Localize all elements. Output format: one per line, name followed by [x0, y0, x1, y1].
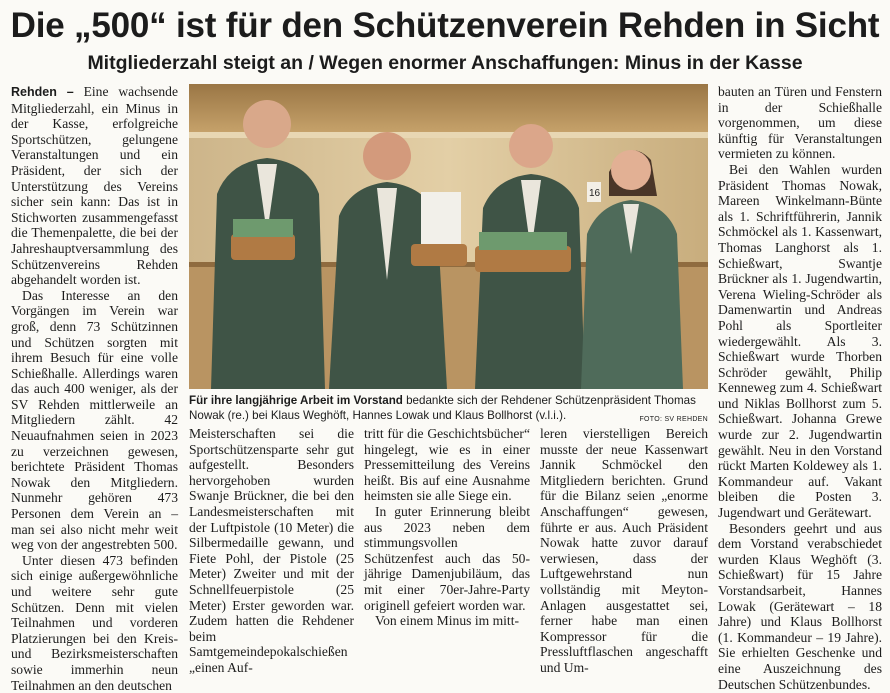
article-column-3 [364, 426, 530, 656]
subheadline: Mitgliederzahl steigt an / Wegen enormer Anschaffungen: Minus in der Kasse [87, 52, 803, 74]
article-paragraph: Von einem Minus im mitt- [375, 613, 519, 629]
article-paragraph: Rehden – Eine wachsende Mitgliederzahl, ein Minus in der Kasse, erfolgreiche Sportschützen, gelungene Veranstaltungen und ein Präsident, der sich der Unterstützung des Vereins sicher sein kann: Das ist in Stichworten zusammengefasst die Themenpalette, die bei der Jahreshauptversammlung des Schützenvereins Rehden abgehandelt worden ist. [11, 84, 178, 288]
article-paragraph: In guter Erinnerung bleibt aus 2023 neben dem stimmungsvollen Schützenfest auch das 50-jährige Damenjubiläum, das mit einer 70er-Jahre-Party originell gefeiert worden war. [364, 503, 530, 613]
caption-bold: Für ihre langjährige Arbeit im Vorstand [189, 394, 403, 407]
article-paragraph: Unter diesen 473 befinden sich einige außergewöhnliche und weitere sehr gute Schützen. Denn mit vielen Teilnahmen und vorderen Platzierungen bei den Kreis- und Bezirksmeisterschaften sowie immerhin neun Teilnahmen an den deutschen [11, 552, 178, 693]
article-paragraph: leren vierstelligen Bereich musste der neue Kassenwart Jannik Schmöckel den Mitgliedern berichten. Grund für die Bilanz seien „enorme Anschaffungen“ gewesen, führte er aus. Auch Präsident Nowak hatte zuvor darauf verwiesen, dass der Luftgewehrstand nun vollständig mit Meyton-Anlagen ausgestattet sei, ferner habe man einen Kompressor für die Pressluftflaschen angeschafft und Um- [540, 426, 708, 675]
article-paragraph: bauten an Türen und Fenstern in der Schießhalle vorgenommen, um diese künftig für Veranstaltungen vermieten zu können. [718, 84, 882, 162]
photo-illustration [189, 84, 708, 389]
article-paragraph: Bei den Wahlen wurden Präsident Thomas Nowak, Mareen Winkelmann-Bünte als 1. Schriftführerin, Jannik Schmöckel als 1. Kassenwart, Thomas Langhorst als 1. Schießwart, Swantje Brückner als 1. Jugendwartin, Verena Wieling-Schröder als Damenwartin und Andreas Pohl als Sportleiter wiedergewählt. Als 3. Schießwart wurde Thorben Schröder gewählt, Philip Kenneweg zum 4. Schießwart und Niklas Bollhorst zum 5. Schießwart. Johanna Grewe wurde zur 2. Jugendwartin gewählt. Neu in den Vorstand rückt Marten Koldewey als 1. Kommandeur auf. Vakant bleiben die Posten 3. Jugendwart und Gerätewart. [718, 161, 882, 521]
article-paragraph: Besonders geehrt und aus dem Vorstand verabschiedet wurden Klaus Weghöft (3. Schießwart) für 15 Jahre Vorstandsarbeit, Hannes Lowak (Gerätewart – 18 Jahre) und Klaus Bollhorst (1. Kommandeur – 19 Jahre). Sie erhielten Geschenke und eine Auszeichnung des Deutschen Schützenbundes. [718, 520, 882, 692]
headline: Die „500“ ist für den Schützenverein Rehden in Sicht [10, 6, 880, 45]
photo-caption [189, 394, 708, 427]
photo-board-number: 16 [589, 188, 601, 199]
dateline: Rehden – [11, 85, 74, 99]
article-column-1 [11, 84, 178, 693]
article-paragraph: tritt für die Geschichtsbücher“ hingelegt, wie es in einer Pressemitteilung des Vereins heißt. Bis auf eine Ausnahme heimsten sie alle Siege ein. [364, 426, 530, 504]
photo-credit: FOTO: SV REHDEN [639, 415, 708, 423]
article-column-4 [540, 426, 708, 675]
article-paragraph: Das Interesse an den Vorgängen im Verein war groß, denn 73 Schützinnen und Schützen sorgten mit ihrem Besuch für eine volle Schießhalle. Allerdings waren das auch 400 weniger, als der SV Rehden mittlerweile an Mitgliedern zählt. 42 Neuaufnahmen seien in 2023 zu verzeichnen gewesen, berichtete Präsident Thomas Nowak den Mitgliedern. Nunmehr gehören 473 Personen dem Verein an – man sei also nicht mehr weit weg von der angestrebten 500. [11, 287, 178, 553]
article-paragraph: Meisterschaften sei die Sportschützensparte sehr gut aufgestellt. Besonders hervorgehoben wurden Swanje Brückner, die bei den Landesmeisterschaften mit der Luftpistole (10 Meter) die Silbermedaille gewann, und Fiete Pohl, der Pistole (25 Meter) Zweiter und mit der Schnellfeuerpistole (25 Meter) Erster geworden war. Zudem hatten die Rehdener beim Samtgemeindepokalschießen „einen Auf- [189, 426, 354, 675]
article-column-5 [718, 84, 882, 692]
article-photo [189, 84, 708, 389]
caption-text: bedankte sich der Rehdener Schützenpräsident Thomas Nowak (re.) bei Klaus Weghöft, Hannes Lowak und Klaus Bollhorst (v.l.i.). [189, 394, 696, 422]
article-column-2 [189, 426, 354, 675]
